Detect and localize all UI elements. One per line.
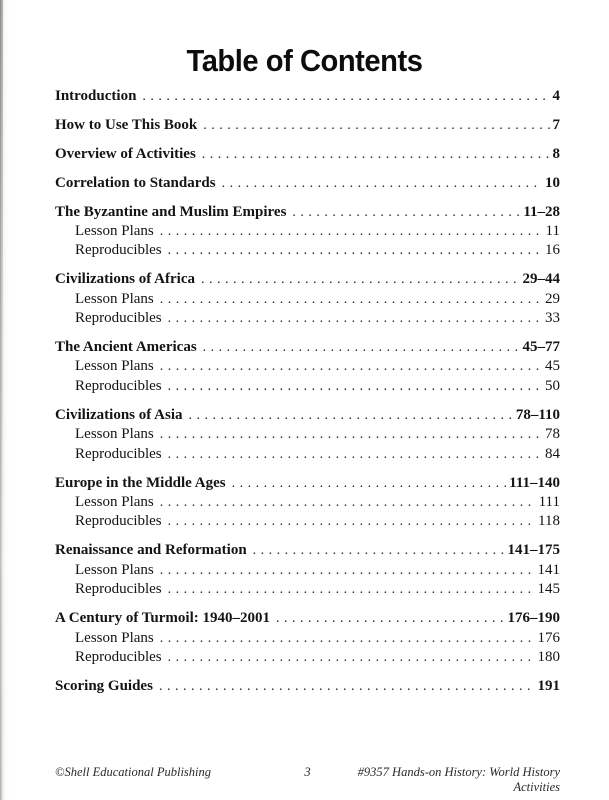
toc-entry-page: 84 — [545, 445, 560, 462]
toc-entry-label: Civilizations of Africa — [55, 271, 195, 288]
dot-leader — [168, 309, 542, 328]
toc-entry-page: 180 — [537, 648, 560, 665]
dot-leader — [160, 222, 543, 241]
toc-entry-page: 176–190 — [507, 610, 560, 627]
toc-entry-label: Introduction — [55, 87, 137, 104]
toc-entry-label: How to Use This Book — [55, 116, 198, 133]
footer-publisher: ©Shell Educational Publishing — [55, 765, 212, 779]
toc-entry — [55, 270, 560, 289]
dot-leader — [222, 174, 542, 193]
toc-entry — [55, 541, 560, 560]
dot-leader — [160, 290, 542, 309]
toc-entry-label: Lesson Plans — [75, 493, 154, 510]
toc-entry-label: Reproducibles — [75, 513, 162, 530]
toc-entry — [55, 474, 560, 493]
dot-leader — [159, 677, 535, 696]
toc-entry-page: 111 — [538, 493, 560, 510]
dot-leader — [160, 629, 535, 648]
toc-entry — [55, 406, 560, 425]
toc-entry-page: 50 — [545, 377, 560, 394]
toc-entry-label: Lesson Plans — [75, 222, 154, 239]
toc-entry-label: Renaissance and Reformation — [55, 542, 247, 559]
dot-leader — [160, 425, 542, 444]
toc-entry-page: 29 — [545, 290, 560, 307]
toc-entry-label: Lesson Plans — [75, 358, 154, 375]
page-title: Table of Contents — [186, 42, 423, 78]
dot-leader — [203, 338, 520, 357]
toc-entry-label: Correlation to Standards — [55, 174, 216, 191]
dot-leader — [201, 270, 520, 289]
footer-page-number: 3 — [304, 765, 311, 779]
toc-entry — [55, 203, 560, 222]
toc-subentry — [55, 445, 560, 464]
toc-subentry — [55, 357, 560, 376]
dot-leader — [168, 580, 535, 599]
toc-entry-label: Reproducibles — [75, 445, 162, 462]
dot-leader — [232, 474, 507, 493]
toc-entry-label: Civilizations of Asia — [55, 406, 183, 423]
toc-subentry — [55, 309, 560, 328]
toc-entry-page: 78 — [545, 426, 560, 443]
dot-leader — [202, 145, 550, 164]
toc-entry-label: Overview of Activities — [55, 145, 196, 162]
toc-entry-label: Reproducibles — [75, 310, 162, 327]
toc-subentry — [55, 241, 560, 260]
page-left-scan-edge — [0, 0, 10, 800]
toc-entry-page: 4 — [552, 87, 560, 104]
toc-entry-page: 45 — [545, 358, 560, 375]
toc-entry — [55, 87, 560, 106]
toc-entry-label: Reproducibles — [75, 648, 162, 665]
toc-entry — [55, 677, 560, 696]
toc-entry-page: 176 — [537, 629, 560, 646]
dot-leader — [160, 493, 536, 512]
page-left-scan-shadow — [0, 0, 10, 800]
dot-leader — [253, 541, 505, 560]
toc-entry — [55, 609, 560, 628]
toc-entry-label: The Ancient Americas — [55, 339, 197, 356]
dot-leader — [142, 87, 549, 106]
toc-entry-label: Lesson Plans — [75, 426, 154, 443]
dot-leader — [168, 512, 535, 531]
dot-leader — [168, 445, 542, 464]
toc-entry-label: Reproducibles — [75, 242, 162, 259]
toc-subentry — [55, 425, 560, 444]
toc-subentry — [55, 580, 560, 599]
toc-entry-page: 33 — [545, 310, 560, 327]
toc-entry-label: Scoring Guides — [55, 677, 153, 694]
dot-leader — [276, 609, 504, 628]
dot-leader — [160, 357, 542, 376]
toc-entry-label: Lesson Plans — [75, 629, 154, 646]
toc-entry-page: 118 — [538, 513, 560, 530]
toc-entry-page: 10 — [545, 174, 560, 191]
toc-entry-page: 145 — [537, 581, 560, 598]
toc-subentry — [55, 648, 560, 667]
table-of-contents — [55, 77, 560, 696]
toc-entry-page: 45–77 — [522, 339, 560, 356]
dot-leader — [189, 406, 513, 425]
toc-subentry — [55, 561, 560, 580]
toc-entry-page: 11 — [545, 222, 560, 239]
toc-entry-label: Reproducibles — [75, 377, 162, 394]
dot-leader — [168, 648, 535, 667]
page-footer — [55, 765, 560, 795]
toc-entry-label: Reproducibles — [75, 581, 162, 598]
toc-entry-page: 111–140 — [509, 474, 560, 491]
toc-entry — [55, 338, 560, 357]
toc-subentry — [55, 629, 560, 648]
dot-leader — [160, 561, 535, 580]
toc-entry-page: 7 — [552, 116, 560, 133]
toc-subentry — [55, 290, 560, 309]
dot-leader — [168, 241, 542, 260]
toc-entry-page: 8 — [552, 145, 560, 162]
footer-book-title: #9357 Hands-on History: World History Activities — [357, 765, 560, 794]
toc-entry-label: The Byzantine and Muslim Empires — [55, 203, 287, 220]
toc-entry — [55, 174, 560, 193]
toc-entry-label: Lesson Plans — [75, 290, 154, 307]
toc-entry-page: 78–110 — [515, 406, 560, 423]
toc-entry-label: Europe in the Middle Ages — [55, 474, 226, 491]
dot-leader — [203, 116, 549, 135]
toc-entry-page: 11–28 — [523, 203, 560, 220]
toc-entry-page: 141 — [537, 561, 560, 578]
toc-entry-page: 141–175 — [507, 542, 560, 559]
toc-subentry — [55, 377, 560, 396]
dot-leader — [168, 377, 542, 396]
toc-entry — [55, 116, 560, 135]
toc-subentry — [55, 512, 560, 531]
toc-entry-page: 16 — [545, 242, 560, 259]
toc-entry-label: Lesson Plans — [75, 561, 154, 578]
toc-entry-page: 29–44 — [522, 271, 560, 288]
toc-entry-page: 191 — [537, 677, 560, 694]
toc-subentry — [55, 493, 560, 512]
dot-leader — [292, 203, 520, 222]
toc-entry — [55, 145, 560, 164]
toc-entry-label: A Century of Turmoil: 1940–2001 — [55, 610, 271, 627]
toc-subentry — [55, 222, 560, 241]
